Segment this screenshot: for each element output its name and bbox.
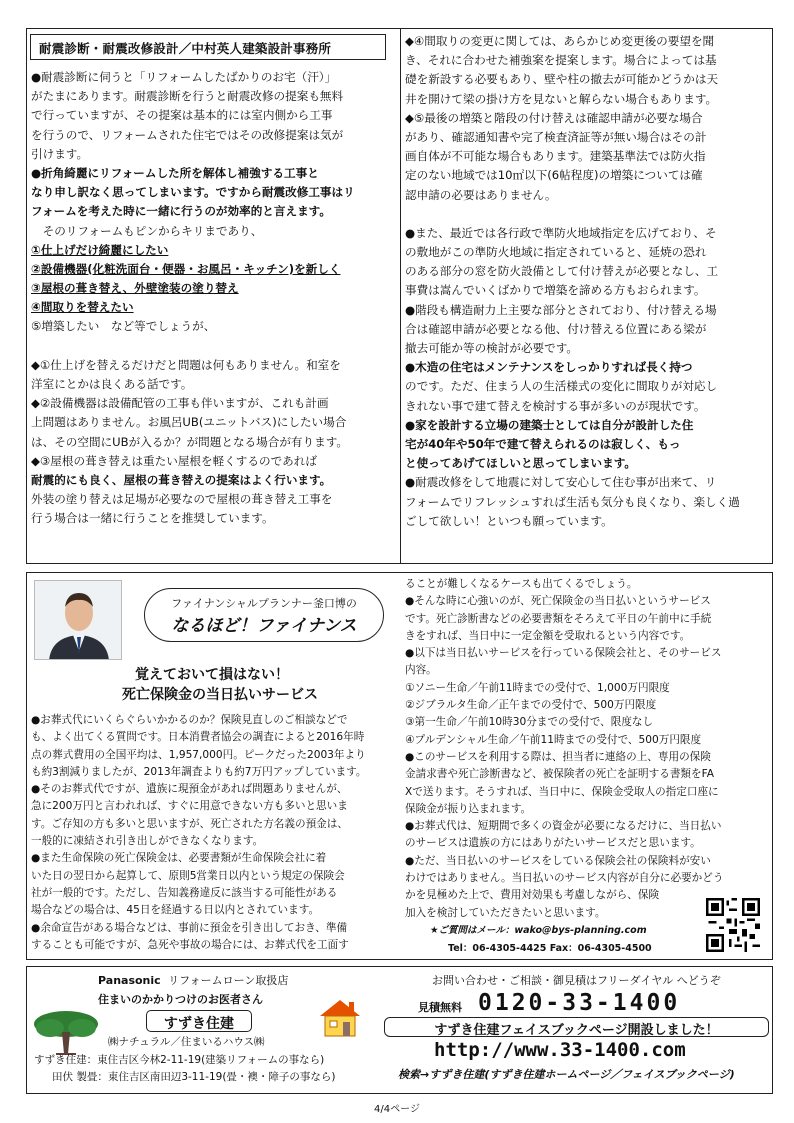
text-line: 事費は嵩んでいくばかりで増築を諦める方もおられます。 <box>405 283 706 298</box>
text-line: いた日の翌日から起算して、原則5営業日以内という規定の保険会 <box>31 869 345 882</box>
list-item: ①仕上げだけ綺麗にしたい <box>31 242 169 257</box>
text-line: ◆③屋根の葺き替えは重たい屋根を軽くするのであれば <box>31 453 317 468</box>
text-line: きをすれば、当日中に一定金額を受取れるという内容です。 <box>405 629 691 642</box>
panasonic-brand: Panasonic <box>98 974 161 987</box>
address-line-1: すずき住建：東住吉区今林2-11-19(建築リフォームの事なら) <box>34 1054 325 1066</box>
text-line: 定のない地域では10㎡以下(6帖程度)の増築については確 <box>405 168 703 183</box>
text-line: 一般的に凍結され引き出しができなくなります。 <box>31 835 264 848</box>
text-line: 洋室にとかは良くある話です。 <box>31 377 193 391</box>
text-line: わけではありません。当日払いのサービス内容が自分に必要かどう <box>405 872 724 885</box>
inquiry-text: お問い合わせ・ご相談・御見積はフリーダイヤル へどうぞ <box>432 974 721 987</box>
text-line: ●階段も構造耐力上主要な部分とされており、付け替える場 <box>405 302 717 317</box>
top-right-column <box>405 32 771 531</box>
text-line: ●また、最近では各行政で準防火地域指定を広げており、そ <box>405 225 717 240</box>
qr-code[interactable] <box>706 898 760 952</box>
text-line: ●そのお葬式代ですが、遺族に現預金があれば問題ありませんが、 <box>31 783 348 796</box>
text-line: ◆⑤最後の増築と階段の付け替えは確認申請が必要な場合 <box>405 110 703 125</box>
text-line: することも可能ですが、急死や事故の場合には、お葬式代を工面す <box>31 938 349 951</box>
text-line: Xで送ります。そうすれば、当日中に、保険金受取人の指定口座に <box>405 785 719 798</box>
column-title: なるほど！ファイナンス <box>171 616 357 636</box>
text-line: 点の葬式費用の全国平均は、1,957,000円。ピークだった2003年より <box>31 748 366 761</box>
tree-icon <box>30 1008 102 1058</box>
text-line: を行うので、リフォームされた住宅ではその改修提案は気が <box>31 127 344 142</box>
panasonic-label <box>98 972 288 988</box>
column-title-box <box>144 588 384 642</box>
company-name: すずき住建 <box>163 1016 235 1032</box>
top-left-column <box>31 68 399 529</box>
text-line: ●このサービスを利用する際は、担当者に連絡の上、専用の保険 <box>405 750 711 763</box>
text-line: 場合などの場合は、45日を経過する日以内とされています。 <box>31 904 320 917</box>
text-line: ●余命宣告がある場合などは、事前に預金を引き出しておき、準備 <box>31 921 348 934</box>
text-line: 上問題はありません。お風呂UB(ユニットバス)にしたい場合 <box>31 415 347 430</box>
text-line: 井を開けて梁の掛け方を見ないと解らない場合もあります。 <box>405 91 718 106</box>
list-item: ④間取りを替えたい <box>31 300 134 315</box>
text-line: 外装の塗り替えは足場が必要なので屋根の葺き替え工事を <box>31 492 333 507</box>
text-line: 合は確認申請が必要となる他、付け替える位置にある梁が <box>405 321 707 336</box>
facebook-banner-text: すずき住建フェイスブックページ開設しました！ <box>434 1023 719 1038</box>
headline-1: 覚えておいて損はない！ <box>135 667 289 683</box>
text-line: ごして欲しい！といつも願っています。 <box>405 513 613 528</box>
text-line: ◆④間取りの変更に関しては、あらかじめ変更後の要望を聞 <box>405 34 715 48</box>
text-line: です。死亡診断書などの必要書類をそろえて平日の午前中に手続 <box>405 612 712 625</box>
text-line: ◆①仕上げを替えるだけだと問題は何もありません。和室を <box>31 357 341 372</box>
company-name-box <box>146 1010 252 1032</box>
text-line: ●耐震改修をして地震に対して安心して住む事が出来て、リ <box>405 475 717 490</box>
text-line: ●ただ、当日払いのサービスをしている保険会社の保険料が安い <box>405 854 711 867</box>
text-line: 画自体が不可能な場合もあります。建築基準法では防火指 <box>405 149 706 164</box>
fp-portrait <box>34 580 122 660</box>
list-item: ②設備機器(化粧洗面台・便器・お風呂・キッチン)を新しく <box>31 261 341 276</box>
text-line: 行う場合は一緒に行うことを推奨しています。 <box>31 511 274 526</box>
text-line: と使ってあげてほしいと思ってしまいます。 <box>405 456 636 471</box>
top-title: 耐震診断・耐震改修設計／中村英人建築設計事務所 <box>39 41 332 56</box>
fp-label: ファイナンシャルプランナー釜口博の <box>171 597 357 610</box>
text-line: そのリフォームもピンからキリまであり、 <box>31 223 263 238</box>
text-line: ●家を設計する立場の建築士としては自分が設計した住 <box>405 417 694 432</box>
text-line: きれない事で建て替えを検討する事が多いのが現状です。 <box>405 398 706 413</box>
top-title-box <box>30 34 386 60</box>
text-line: も、よく出てくる質問です。日本消費者協会の調査によると2016年時 <box>31 731 365 744</box>
text-line: ●以下は当日払いサービスを行っている保険会社と、そのサービス <box>405 647 722 660</box>
headline-2: 死亡保険金の当日払いサービス <box>122 687 318 703</box>
address-line-2: 田伏 製畳：東住吉区南田辺3-11-19(畳・襖・障子の事なら) <box>52 1071 336 1083</box>
text-line: ●耐震診断に伺うと「リフォームしたばかりのお宅（汗）」 <box>31 70 337 84</box>
list-item: ②ジブラルタ生命／正午までの受付で、500万円限度 <box>405 699 657 712</box>
search-hint: 検索→すずき住建(すずき住建ホームページ／フェイスブックページ) <box>398 1068 735 1081</box>
text-line: で行っていますが、その提案は基本的には室内側から工事 <box>31 108 333 123</box>
text-line: フォームを考えた時に一緒に行うのが効率的と言えます。 <box>31 204 331 219</box>
text-line: ◆②設備機器は設備配管の工事も伴いますが、これも計画 <box>31 396 329 411</box>
tagline: 住まいのかかりつけのお医者さん <box>98 993 263 1006</box>
text-line: のサービスは遺族の方にはありがたいサービスだと思います。 <box>405 837 701 850</box>
text-line: がたまにあります。耐震診断を行うと耐震改修の提案も無料 <box>31 89 344 104</box>
text-line: フォームでリフレッシュすれば生活も気分も良くなり、楽しく過 <box>405 494 740 509</box>
text-line: 耐震的にも良く、屋根の葺き替えの提案はよく行います。 <box>31 472 332 487</box>
list-item: ①ソニー生命／午前11時までの受付で、1,000万円限度 <box>405 681 670 694</box>
list-item: ③屋根の葺き替え、外壁塗装の塗り替え <box>31 281 239 296</box>
text-line: 礎を新設する必要もあり、壁や柱の撤去が可能かどうかは天 <box>405 72 719 87</box>
text-line: があり、確認通知書や完了検査済証等が無い場合はその計 <box>405 129 707 144</box>
text-line: のある部分の窓を防火設備として付け替えが必要となし、工 <box>405 264 719 279</box>
text-line: 社が一般的です。ただし、告知義務違反に該当する可能性がある <box>31 886 338 899</box>
text-line: なり申し訳なく思ってしまいます。ですから耐震改修工事はリ <box>31 185 355 200</box>
text-line: ●木造の住宅はメンテナンスをしっかりすれば長く持つ <box>405 360 693 375</box>
contact-tel: Tel：06-4305-4425 Fax：06-4305-4500 <box>448 943 652 954</box>
top-column-divider <box>400 28 401 564</box>
text-line: も約3割減りましたが、2013年調査よりも約7万円アップしています。 <box>31 765 367 778</box>
text-line: 内容。 <box>405 664 437 677</box>
loan-label: リフォームローン取扱店 <box>168 974 289 987</box>
text-line: き、それに合わせた補強案を提案します。場合によっては基 <box>405 53 717 68</box>
text-line: は、その空間にUBが入るか？が問題となる場合が有ります。 <box>31 434 348 449</box>
house-icon <box>316 996 364 1040</box>
text-line: ●折角綺麗にリフォームした所を解体し補強する工事と <box>31 165 319 180</box>
text-line: 撤去可能か等の検討が必要です。 <box>405 341 578 355</box>
text-line: 保険金が振り込まれます。 <box>405 802 532 815</box>
facebook-banner[interactable] <box>384 1017 769 1037</box>
text-line: ●お葬式代にいくらぐらいかかるのか？保険見直しのご相談などで <box>31 714 348 726</box>
text-line: ●お葬式代は、短期間で多くの資金が必要になるだけに、当日払い <box>405 820 722 833</box>
text-line: 加入を検討していただきたいと思います。 <box>405 906 606 919</box>
text-line: かを見極めた上で、費用対効果も考慮しながら、保険 <box>405 889 660 902</box>
page-number: 4/4ページ <box>374 1104 420 1115</box>
website-url[interactable]: http://www.33-1400.com <box>434 1039 686 1061</box>
text-line: 宅が40年や50年で建て替えられるのは寂しく、もっ <box>405 436 681 451</box>
text-line: 金請求書や死亡診断書など、被保険者の死亡を証明する書類をFA <box>405 768 714 781</box>
text-line: 急に200万円と言われれば、すぐに用意できない方も多いと思いま <box>31 800 348 813</box>
text-line: ることが難しくなるケースも出てくるでしょう。 <box>405 578 638 590</box>
list-item: ③第一生命／午前10時30分までの受付で、限度なし <box>405 716 654 729</box>
text-line <box>31 337 399 356</box>
text-line: の敷地がこの準防火地域に指定されていると、延焼の恐れ <box>405 245 707 260</box>
text-line: 認申請の必要はありません。 <box>405 187 557 202</box>
text-line: 引けます。 <box>31 146 89 161</box>
contact-email[interactable]: ★ご質問はメール：wako@bys-planning.com <box>430 925 647 936</box>
text-line: す。ご存知の方も多いと思いますが、死亡された方名義の預金は、 <box>31 817 348 830</box>
text-line <box>405 205 771 224</box>
list-item: ④プルデンシャル生命／午前11時までの受付で、500万円限度 <box>405 733 702 746</box>
finance-left-column <box>31 712 403 954</box>
text-line: ●そんな時に心強いのが、死亡保険金の当日払いというサービス <box>405 595 711 608</box>
list-item: ⑤増築したい など等でしょうが、 <box>31 319 216 334</box>
sub-company: ㈱ナチュラル／住まいるハウス㈱ <box>108 1036 265 1048</box>
phone-number[interactable]: 0120-33-1400 <box>478 990 681 1016</box>
finance-right-column <box>405 576 771 922</box>
text-line: ●また生命保険の死亡保険金は、必要書類が生命保険会社に着 <box>31 852 327 865</box>
text-line: のです。ただ、住まう人の生活様式の変化に間取りが対応し <box>405 379 718 394</box>
estimate-free-label: 見積無料 <box>418 1001 462 1014</box>
